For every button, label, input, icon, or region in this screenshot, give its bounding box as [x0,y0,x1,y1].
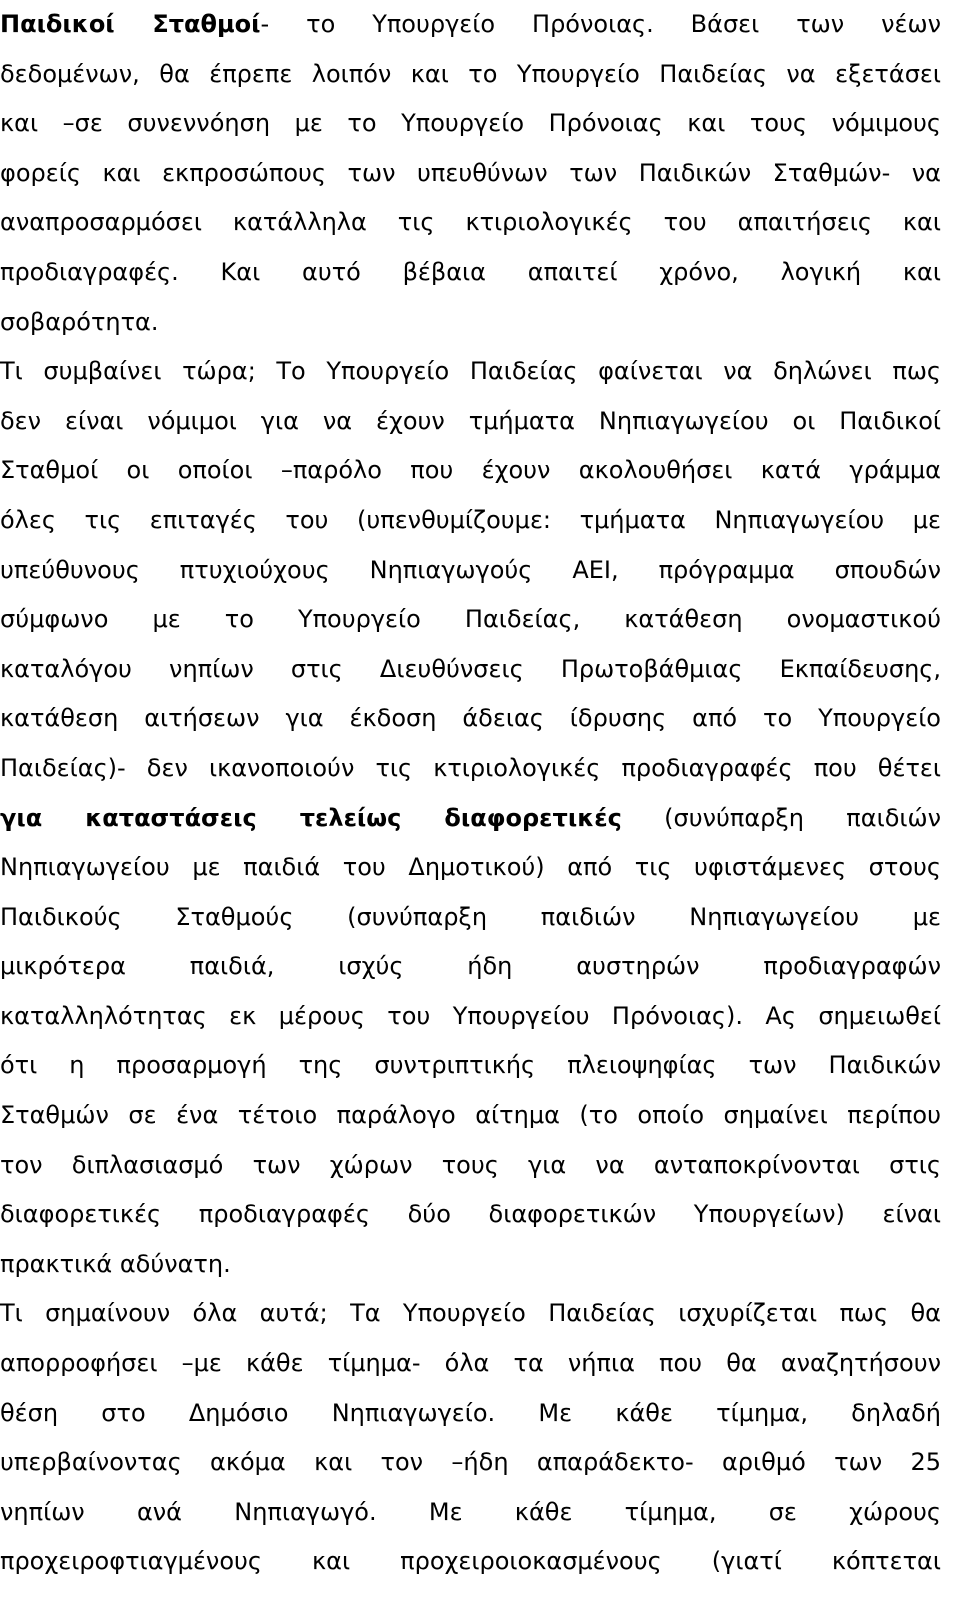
text-line [0,744,941,794]
text-run: υπεύθυνους πτυχιούχους Νηπιαγωγούς ΑΕΙ, πρόγραμμα σπουδών [0,555,941,584]
text-line [0,942,941,992]
text-run: φορείς και εκπροσώπους των υπευθύνων των Παιδικών Σταθμών- να [0,158,941,187]
text-line [0,198,941,248]
text-run: Τι σημαίνουν όλα αυτά; Τα Υπουργείο Παιδείας ισχυρίζεται πως θα [0,1299,941,1328]
text-run: Σταθμών σε ένα τέτοιο παράλογο αίτημα (το οποίο σημαίνει περίπου [0,1101,941,1130]
text-run: πρακτικά αδύνατη. [0,1249,231,1278]
text-line [0,1389,941,1439]
text-run: καταλληλότητας εκ μέρους του Υπουργείου Πρόνοιας). Ας σημειωθεί [0,1001,941,1030]
text-line [0,397,941,447]
text-line [0,248,941,298]
text-run: σοβαρότητα. [0,307,159,336]
text-run: Παιδικούς Σταθμούς (συνύπαρξη παιδιών Νηπιαγωγείου με [0,902,941,931]
text-run: όλες τις επιταγές του (υπενθυμίζουμε: τμήματα Νηπιαγωγείου με [0,505,941,534]
text-run: - το Υπουργείο Πρόνοιας. Βάσει των νέων [260,10,941,38]
text-line [0,843,941,893]
text-line [0,446,941,496]
text-line [0,1190,941,1240]
text-line [0,0,941,50]
text-line [0,50,941,100]
text-run: καταλόγου νηπίων στις Διευθύνσεις Πρωτοβάθμιας Εκπαίδευσης, [0,654,941,683]
text-run: υπερβαίνοντας ακόμα και τον –ήδη απαράδεκτο- αριθμό των 25 [0,1448,941,1477]
text-run: μικρότερα παιδιά, ισχύς ήδη αυστηρών προδιαγραφών [0,952,941,981]
text-line [0,298,941,348]
text-line [0,496,941,546]
text-line [0,1438,941,1488]
text-line [0,99,941,149]
text-run: Σταθμοί οι οποίοι –παρόλο που έχουν ακολουθήσει κατά γράμμα [0,456,941,485]
text-run: Νηπιαγωγείου με παιδιά του Δημοτικού) από τις υφιστάμενες στους [0,853,941,882]
text-line [0,1141,941,1191]
text-run: τον διπλασιασμό των χώρων τους για να ανταποκρίνονται στις [0,1150,941,1179]
text-line [0,694,941,744]
paragraph [0,347,941,1289]
text-run: σύμφωνο με το Υπουργείο Παιδείας, κατάθεση ονομαστικού [0,605,941,634]
text-run: Παιδείας)- δεν ικανοποιούν τις κτιριολογικές προδιαγραφές που θέτει [0,753,941,782]
text-run: και –σε συνεννόηση με το Υπουργείο Πρόνοιας και τους νόμιμους [0,109,941,138]
text-line [0,149,941,199]
text-line [0,595,941,645]
text-run: Τι συμβαίνει τώρα; Το Υπουργείο Παιδείας φαίνεται να δηλώνει πως [0,357,941,386]
bold-text: για καταστάσεις τελείως διαφορετικές [0,803,622,832]
text-line [0,1537,941,1587]
text-run: προδιαγραφές. Και αυτό βέβαια απαιτεί χρόνο, λογική και [0,257,941,286]
text-run: ότι η προσαρμογή της συντριπτικής πλειοψηφίας των Παιδικών [0,1051,941,1080]
text-run: απορροφήσει –με κάθε τίμημα- όλα τα νήπια που θα αναζητήσουν [0,1349,941,1378]
text-run: θέση στο Δημόσιο Νηπιαγωγείο. Με κάθε τίμημα, δηλαδή [0,1398,941,1427]
text-run: διαφορετικές προδιαγραφές δύο διαφορετικών Υπουργείων) είναι [0,1200,941,1229]
text-run: νηπίων ανά Νηπιαγωγό. Με κάθε τίμημα, σε χώρους [0,1497,941,1526]
paragraph [0,1289,941,1587]
text-line [0,794,941,844]
text-run: προχειροφτιαγμένους και προχειροιοκασμένους (γιατί κόπτεται [0,1547,941,1576]
text-line [0,347,941,397]
text-line [0,546,941,596]
text-line [0,893,941,943]
text-line [0,1091,941,1141]
text-line [0,1240,941,1290]
text-line [0,1488,941,1538]
text-run: κατάθεση αιτήσεων για έκδοση άδειας ίδρυσης από το Υπουργείο [0,704,941,733]
text-line [0,1339,941,1389]
text-run: δεν είναι νόμιμοι για να έχουν τμήματα Νηπιαγωγείου οι Παιδικοί [0,406,941,435]
text-run: αναπροσαρμόσει κατάλληλα τις κτιριολογικές του απαιτήσεις και [0,208,941,237]
text-run: δεδομένων, θα έπρεπε λοιπόν και το Υπουργείο Παιδείας να εξετάσει [0,59,941,88]
text-line [0,1041,941,1091]
paragraph [0,0,941,347]
text-line [0,1289,941,1339]
text-run: (συνύπαρξη παιδιών [621,803,941,832]
text-line [0,992,941,1042]
bold-text: Παιδικοί Σταθμοί [0,10,261,38]
text-line [0,645,941,695]
